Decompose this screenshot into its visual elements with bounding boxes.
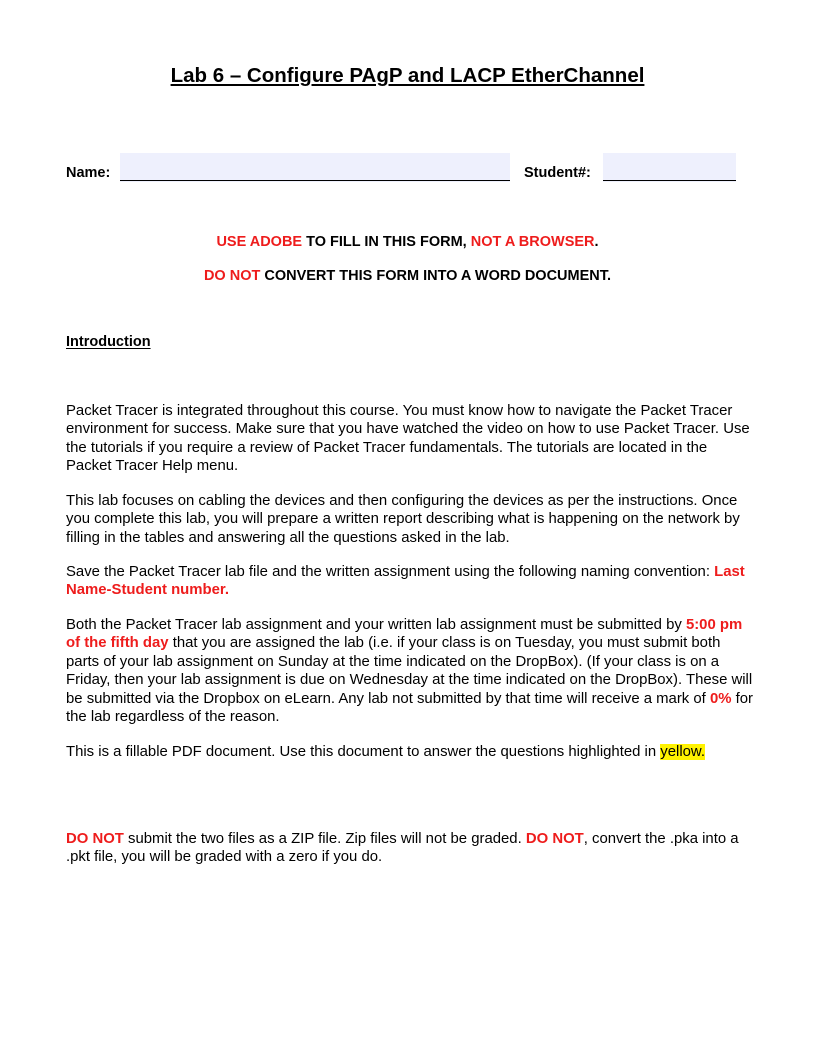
student-number-label: Student#: bbox=[524, 165, 591, 181]
yellow-highlight: yellow. bbox=[660, 744, 705, 760]
student-number-field[interactable] bbox=[603, 153, 736, 182]
paragraph-fillable-pdf: This is a fillable PDF document. Use this document to answer the questions highlighted in yellow. bbox=[66, 744, 705, 760]
paragraph-submission-deadline: Both the Packet Tracer lab assignment and your written lab assignment must be submitted by 5:00 pm of the fifth day that you are assigned the lab (i.e. if your class is on Tuesday, you must submit both parts of your lab assignment on Sunday at the time indicated on the DropBox). (If your class is on a Friday, then your lab assignment is due on Wednesday at the time indicated on the DropBox). These will be submitted via the Dropbox on eLearn. Any lab not submitted by that time will receive a mark of 0% for the lab regardless of the reason. bbox=[66, 617, 753, 726]
name-label: Name: bbox=[66, 165, 111, 181]
paragraph-naming-convention: Save the Packet Tracer lab file and the written assignment using the following naming convention: Last Name-Student number. bbox=[66, 564, 745, 599]
name-field-underline bbox=[120, 180, 510, 181]
paragraph-file-warning: DO NOT submit the two files as a ZIP file. Zip files will not be graded. DO NOT, convert the .pka into a .pkt file, you will be graded with a zero if you do. bbox=[66, 831, 739, 866]
notice-use-adobe: USE ADOBE TO FILL IN THIS FORM, NOT A BROWSER. bbox=[216, 234, 599, 250]
paragraph-lab-focus: This lab focuses on cabling the devices and then configuring the devices as per the instructions. Once you complete this lab, you will prepare a written report describing what is happening on the network by filling in the tables and answering all the questions asked in the lab. bbox=[66, 493, 740, 546]
student-number-field-underline bbox=[603, 180, 736, 181]
paragraph-packet-tracer: Packet Tracer is integrated throughout this course. You must know how to navigate the Packet Tracer environment for success. Make sure that you have watched the video on how to use Packet Tracer. Use the tutorials if you require a review of Packet Tracer fundamentals. The tutorials are located in the Packet Tracer Help menu. bbox=[66, 403, 750, 475]
page-title: Lab 6 – Configure PAgP and LACP EtherChannel bbox=[170, 64, 645, 87]
introduction-heading: Introduction bbox=[66, 334, 151, 350]
notice-do-not-convert: DO NOT CONVERT THIS FORM INTO A WORD DOCUMENT. bbox=[203, 268, 612, 284]
name-field[interactable] bbox=[120, 153, 510, 182]
